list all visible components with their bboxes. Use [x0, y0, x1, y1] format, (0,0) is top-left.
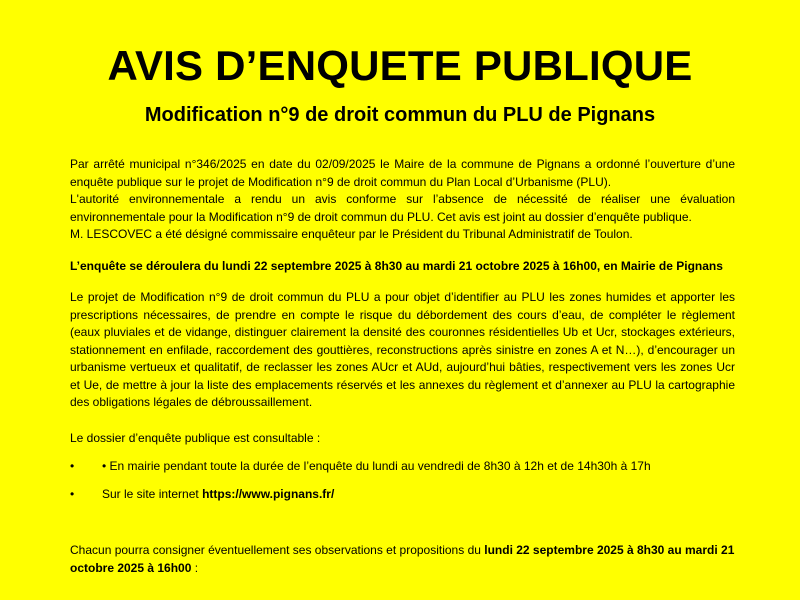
mairie-hours-text: • En mairie pendant toute la durée de l’enquête du lundi au vendredi de 8h30 à 12h et de 14h30h à 17h: [102, 459, 651, 473]
intro-arrete-text: Par arrêté municipal n°346/2025 en date du 02/09/2025 le Maire de la commune de Pignans a ordonné l’ouverture d’une enquête publique sur le projet de Modification n°9 de droit commun du Plan Local d’Urbanisme (PLU).: [70, 157, 735, 189]
closing-suffix: :: [191, 560, 199, 575]
page-title: AVIS D’ENQUETE PUBLIQUE: [107, 42, 693, 89]
website-prefix: Sur le site internet: [102, 486, 203, 501]
objet-paragraph: Le projet de Modification n°9 de droit commun du PLU a pour objet d’identifier au PLU les zones humides et apporter les prescriptions nécessaires, de prendre en compte le risque du débordement des cours d’eau, de compléter le règlement (eaux pluviales et de vidange, distinguer clairement la densité des couronnes résidentielles Ub et Ucr, stockages extérieurs, stationnement en enfilade, raccordement des gouttières, reconstructions après sinistre en zones A et N…), d’encourager un urbanisme vertueux et qualitatif, de reclasser les zones AUcr et AUd, aujourd’hui bâties, respectivement vers les zones Ucr et Ue, de mettre à jour la liste des emplacements réservés et les annexes du règlement et d’annexer au PLU la cartographie des obligations légales de débroussaillement.: [70, 290, 735, 409]
intro-paragraph: [70, 156, 735, 244]
closing-prefix: Chacun pourra consigner éventuellement ses observations et propositions du: [70, 543, 485, 557]
intro-commissaire-text: M. LESCOVEC a été désigné commissaire enquêteur par le Président du Tribunal Administratif de Toulon.: [70, 227, 633, 241]
website-link[interactable]: https://www.pignans.fr/: [202, 486, 335, 501]
closing-dates: lundi 22 septembre 2025 à 8h30 au mardi 21 octobre 2025 à 16h00: [70, 543, 735, 575]
list-item-website: [70, 486, 735, 504]
bullet-icon: •: [70, 486, 75, 501]
closing-paragraph: [70, 542, 735, 577]
list-item-mairie: [70, 458, 735, 476]
consultation-list: [70, 458, 735, 513]
consultation-heading: Le dossier d’enquête publique est consultable :: [70, 431, 321, 445]
bullet-icon: •: [70, 459, 75, 473]
intro-autorite-text: L'autorité environnementale a rendu un avis conforme sur l’absence de nécessité de réaliser une évaluation environnementale pour la Modification n°9 de droit commun du PLU. Cet avis est joint au dossier d’enquête publique.: [70, 192, 735, 224]
website-text: [102, 486, 334, 504]
page-subtitle: Modification n°9 de droit commun du PLU de Pignans: [144, 104, 656, 126]
enquete-dates: L’enquête se déroulera du lundi 22 septembre 2025 à 8h30 au mardi 21 octobre 2025 à 16h00, en Mairie de Pignans: [70, 259, 723, 273]
